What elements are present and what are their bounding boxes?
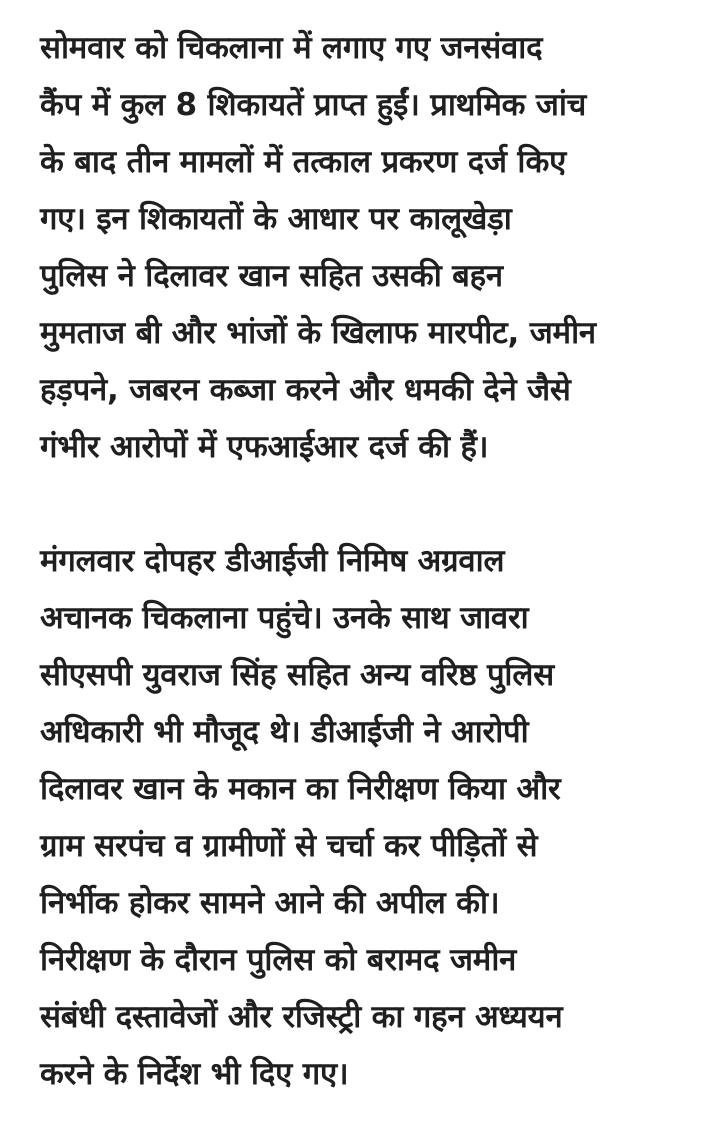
text-line: गए। इन शिकायतों के आधार पर कालूखेड़ा (40, 201, 512, 237)
text-line: संबंधी दस्तावेजों और रजिस्ट्री का गहन अध्ययन (40, 999, 563, 1035)
text-line: हड़पने, जबरन कब्जा करने और धमकी देने जैसे (40, 372, 571, 408)
text-line: निर्भीक होकर सामने आने की अपील की। (40, 885, 500, 921)
paragraph-2 (40, 533, 700, 1103)
text-line: दिलावर खान के मकान का निरीक्षण किया और (40, 771, 561, 807)
text-line: के बाद तीन मामलों में तत्काल प्रकरण दर्ज किए (40, 144, 567, 180)
text-line: मंगलवार दोपहर डीआईजी निमिष अग्रवाल (40, 543, 505, 579)
text-line: मुमताज बी और भांजों के खिलाफ मारपीट, जमीन (40, 315, 596, 351)
text-line: अधिकारी भी मौजूद थे। डीआईजी ने आरोपी (40, 714, 529, 750)
text-line: सोमवार को चिकलाना में लगाए गए जनसंवाद (40, 30, 543, 66)
text-line: निरीक्षण के दौरान पुलिस को बरामद जमीन (40, 942, 517, 978)
article-body (40, 20, 700, 1103)
text-line: सीएसपी युवराज सिंह सहित अन्य वरिष्ठ पुलिस (40, 657, 554, 693)
text-line: कैंप में कुल 8 शिकायतें प्राप्त हुईं। प्राथमिक जांच (40, 87, 587, 123)
text-line: अचानक चिकलाना पहुंचे। उनके साथ जावरा (40, 600, 529, 636)
text-line: पुलिस ने दिलावर खान सहित उसकी बहन (40, 258, 503, 294)
text-line: ग्राम सरपंच व ग्रामीणों से चर्चा कर पीड़ितों से (40, 828, 538, 864)
paragraph-1 (40, 20, 700, 476)
text-line: करने के निर्देश भी दिए गए। (40, 1056, 349, 1092)
text-line: गंभीर आरोपों में एफआईआर दर्ज की हैं। (40, 429, 489, 465)
